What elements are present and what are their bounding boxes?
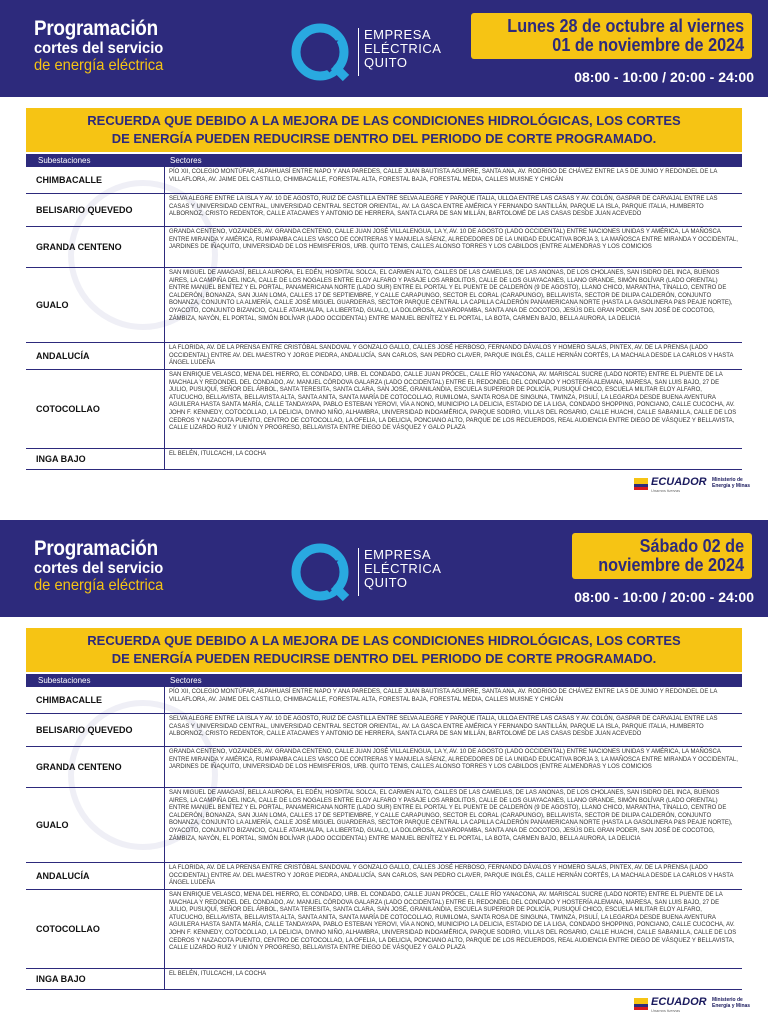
substation-name: BELISARIO QUEVEDO <box>26 714 165 746</box>
sectors-text: GRANDA CENTENO, VOZANDES, AV. GRANDA CENTENO, CALLE JUAN JOSÉ VILLALENGUA, LA Y, AV. 10 DE AGOSTO (LADO OCCIDENTAL) ENTRE NACIONES UNIDAS Y AMÉRICA, LA MAÑOSCA ENTRE MIRANDA Y AMÉRICA, RUMIPAMBA CALLES VASCO DE CONTRERAS Y MANUELA SÁENZ, ALREDEDORES DE LA UNIDAD EDUCATIVA BORJA 3, LA MAÑOSCA ENTRE MIRANDA Y OCCIDENTAL, JARDINES DE IÑAQUITO, UNIVERSIDAD DE LOS HEMISFERIOS, URB. QUITO TENIS, CALLES ALONSO TORRES Y LOS CABILDOS (ENTRE ALMENDRAS Y LOS COMICIOS <box>169 749 738 771</box>
title-line-2: cortes del servicio <box>34 560 164 577</box>
eeq-logo-icon <box>290 22 352 82</box>
col-header-substations: Subestaciones <box>38 156 91 165</box>
sectors-text: EL BELÉN, ITULCACHI, LA COCHA <box>169 451 267 457</box>
substation-name: ANDALUCÍA <box>26 863 165 889</box>
table-row <box>26 370 742 449</box>
schedule-block <box>0 0 768 502</box>
substation-name: GRANDA CENTENO <box>26 227 165 267</box>
sectors-text: SAN MIGUEL DE AMAGASÍ, BELLA AURORA, EL EDÉN, HOSPITAL SOLCA, EL CARMEN ALTO, CALLES DE LAS CAMELIAS, DE LAS ANONAS, DE LOS CHOLANES, SAN ISIDRO DEL INCA, BUENOS AIRES, LA CAMPIÑA DEL INCA, CALLE DE LOS NOGALES ENTRE ELOY ALFARO Y PASAJE LOS ARBOLITOS, CALLE DE LOS GUAYACANES, LLANO GRANDE, SIMÓN BOLÍVAR (LADO ORIENTAL) ENTRE MANUEL BENÍTEZ Y EL PORTAL, PANAMERICANA NORTE (LADO SUR) ENTRE EL PORTAL Y EL PUENTE DE CALDERÓN (9 DE AGOSTO), LLANO CHICO, MARANTHA, TINALLO, CENTRO DE CALDERÓN, BONANZA, SAN JUAN LOMA, CALLES 17 DE SEPTIEMBRE, Y CALLE CARAPUNGO, SECTOR EL CORAL (CARAPUNGO), BELLAVISTA, SECTOR DE DILIPA CALDERÓN, CONJUNTO BONANZA, CONJUNTO LA ALMERÍA, CALLE JOSÉ MIGUEL GUARDERAS, SECTOR PARQUE CENTRAL LA CAPILLA CALDERÓN PANAMERICANA NORTE (HASTA LA GASOLINERA P&S PEAJE NORTE), OYACOTO, CONJUNTO BIZANCIO, CALLE ATAHUALPA, LA LIBERTAD, GUALO, LA DOLOROSA, ALVAROPAMBA, SANTA ANA DE COCOTOG, JESÚS DEL GRAN PODER, SAN JOSÉ DE COCOTOG, ZÁMBIZA, NAYÓN, EL PORTAL, SIMÓN BOLÍVAR (LADO OCCIDENTAL) ENTRE MANUEL BENÍTEZ Y EL PORTAL, LA BOTA, CARMEN BAJO, BELLA AURORA, LA DELICIA <box>169 270 733 322</box>
substation-name: INGA BAJO <box>26 449 165 469</box>
sectors-text: PÍO XII, COLEGIO MONTÚFAR, ALPAHUASÍ ENTRE NAPO Y ANA PAREDES, CALLE JUAN BAUTISTA AGUIRRE, SANTA ANA, AV. RODRIGO DE CHÁVEZ ENTRE LA 5 DE JUNIO Y REDONDEL DE LA VILLAFLORA, AV. JAIME DEL CASTILLO, CHIMBACALLE, FORESTAL ALTA, FORESTAL BAJA, FORESTAL MEDIA, CALLES MUISNE Y CHICÁN <box>169 169 718 183</box>
substation-name: ANDALUCÍA <box>26 343 165 369</box>
sectors-text: SAN ENRIQUE VELASCO, MENA DEL HIERRO, EL CONDADO, URB. EL CONDADO, CALLE JUAN PRÓCEL, CALLE RÍO YANACONA, AV. MARISCAL SUCRE (LADO NORTE) ENTRE EL PUENTE DE LA MACHALA Y REDONDEL DEL CONDADO, AV. MANUEL CÓRDOVA GALARZA (LADO OCCIDENTAL) ENTRE EL REDONDEL DEL CONDADO Y HOSTERÍA ALEMANA, MARESA, SAN LUIS BAJO, 27 DE JULIO, PUSUQUÍ, SEÑOR DEL ÁRBOL, SANTA TERESITA, SANTA CLARA, SAN JOSÉ, GRANILANDIA, ESCUELA SUPERIOR DE POLICÍA, PUSUQUÍ CHICO, ESCUELA MILITAR ELOY ALFARO, ATUCUCHO, BELLAVISTA, BELLAVISTA ALTA, SANTA ANITA, SANTA MARÍA DE COTOCOLLAO, RUMILOMA, SANTA ROSA DE SINGUNA, TIWINZA, PISULÍ, LA LEGARDA DESDE BUENA AVENTURA AGUILERA HASTA SANTA MARÍA, CALLE TANDAYAPA, PABLO ESTEBAN YEROVI, VÍA A NONO, MUNICIPIO LA DELICIA, ESTADIO DE LA LIGA, CONDADO SHOPPING, PONCIANO, CALLE CUCOCHA, AV. JOHN F. KENNEDY, COTOCOLLAO, LA DELICIA, DIVINO NIÑO, ALHAMBRA, UNIVERSIDAD INDOAMÉRICA, PARQUE SODIRO, VILLAS DEL ROSARIO, CALLE HUACHI, CALLE SABANILLA, CALLE DE LOS CEDROS Y NAZACOTA PUENTO, CENTRO DE COTOCOLLAO, LA OFELIA, LA DELICIA, PONCIANO ALTO, PARQUE DE LOS RECUERDOS, REAL AUDIENCIA ENTRE DIEGO DE VÁSQUEZ Y BELLAVISTA, CALLE LIZARDO RUIZ Y UNIÓN Y PROGRESO, BELLAVISTA ENTRE DIEGO DE VÁSQUEZ Y GALO PLAZA <box>169 372 737 432</box>
table-header <box>26 154 742 167</box>
outage-table <box>26 674 742 990</box>
table-row <box>26 449 742 470</box>
outage-table <box>26 154 742 470</box>
table-header <box>26 674 742 687</box>
table-row <box>26 167 742 194</box>
table-row <box>26 788 742 863</box>
ecuador-ministry-logo: ECUADOR Unamos fuerzas Ministerio de Energía y Minas <box>634 474 754 494</box>
header-banner <box>0 0 768 97</box>
sectors-text: SAN ENRIQUE VELASCO, MENA DEL HIERRO, EL CONDADO, URB. EL CONDADO, CALLE JUAN PRÓCEL, CALLE RÍO YANACONA, AV. MARISCAL SUCRE (LADO NORTE) ENTRE EL PUENTE DE LA MACHALA Y REDONDEL DEL CONDADO, AV. MANUEL CÓRDOVA GALARZA (LADO OCCIDENTAL) ENTRE EL REDONDEL DEL CONDADO Y HOSTERÍA ALEMANA, MARESA, SAN LUIS BAJO, 27 DE JULIO, PUSUQUÍ, SEÑOR DEL ÁRBOL, SANTA TERESITA, SANTA CLARA, SAN JOSÉ, GRANILANDIA, ESCUELA SUPERIOR DE POLICÍA, PUSUQUÍ CHICO, ESCUELA MILITAR ELOY ALFARO, ATUCUCHO, BELLAVISTA, BELLAVISTA ALTA, SANTA ANITA, SANTA MARÍA DE COTOCOLLAO, RUMILOMA, SANTA ROSA DE SINGUNA, TIWINZA, PISULÍ, LA LEGARDA DESDE BUENA AVENTURA AGUILERA HASTA SANTA MARÍA, CALLE TANDAYAPA, PABLO ESTEBAN YEROVI, VÍA A NONO, MUNICIPIO LA DELICIA, ESTADIO DE LA LIGA, CONDADO SHOPPING, PONCIANO, CALLE CUCOCHA, AV. JOHN F. KENNEDY, COTOCOLLAO, LA DELICIA, DIVINO NIÑO, ALHAMBRA, UNIVERSIDAD INDOAMÉRICA, PARQUE SODIRO, VILLAS DEL ROSARIO, CALLE HUACHI, CALLE SABANILLA, CALLE DE LOS CEDROS Y NAZACOTA PUENTO, CENTRO DE COTOCOLLAO, LA OFELIA, LA DELICIA, PONCIANO ALTO, PARQUE DE LOS RECUERDOS, REAL AUDIENCIA ENTRE DIEGO DE VÁSQUEZ Y BELLAVISTA, CALLE LIZARDO RUIZ Y UNIÓN Y PROGRESO, BELLAVISTA ENTRE DIEGO DE VÁSQUEZ Y GALO PLAZA <box>169 892 737 952</box>
title-line-1: Programación <box>34 17 158 40</box>
table-row <box>26 890 742 969</box>
sectors-text: EL BELÉN, ITULCACHI, LA COCHA <box>169 971 267 977</box>
eeq-logo <box>290 542 470 602</box>
sectors-text: SELVA ALEGRE ENTRE LA ISLA Y AV. 10 DE AGOSTO, RUIZ DE CASTILLA ENTRE SELVA ALEGRE Y PARQUE ITALIA, ULLOA ENTRE LAS CASAS Y AV. COLÓN, GASPAR DE CARVAJAL ENTRE LAS CASAS Y UNIVERSIDAD CENTRAL, UNIVERSIDAD CENTRAL SECTOR ORIENTAL, AV. LA GASCA ENTRE AMÉRICA Y FERNANDO SANTILLÁN, PARQUE LA ISLA, PARQUE ITALIA, HUMBERTO ALBORNOZ, CRISTO REDENTOR, CALLE ATACAMES Y ANTONIO DE HERRERA, SANTA CLARA DE SAN MILLÁN, BARTOLOMÉ DE LAS CASAS DESDE JUAN ACEVEDO <box>169 716 718 738</box>
eeq-logo <box>290 22 470 82</box>
ecuador-ministry-logo: ECUADOR Unamos fuerzas Ministerio de Energía y Minas <box>634 994 754 1014</box>
hours-label: 08:00 - 10:00 / 20:00 - 24:00 <box>574 589 754 605</box>
title-line-3: de energía eléctrica <box>34 577 164 594</box>
hours-label: 08:00 - 10:00 / 20:00 - 24:00 <box>574 69 754 85</box>
table-row <box>26 343 742 370</box>
substation-name: GUALO <box>26 268 165 342</box>
ecuador-flag-icon <box>634 998 648 1010</box>
table-row <box>26 687 742 714</box>
table-row <box>26 863 742 890</box>
sectors-text: PÍO XII, COLEGIO MONTÚFAR, ALPAHUASÍ ENTRE NAPO Y ANA PAREDES, CALLE JUAN BAUTISTA AGUIRRE, SANTA ANA, AV. RODRIGO DE CHÁVEZ ENTRE LA 5 DE JUNIO Y REDONDEL DE LA VILLAFLORA, AV. JAIME DEL CASTILLO, CHIMBACALLE, FORESTAL ALTA, FORESTAL BAJA, FORESTAL MEDIA, CALLES MUISNE Y CHICÁN <box>169 689 718 703</box>
col-header-substations: Subestaciones <box>38 676 91 685</box>
sectors-text: SELVA ALEGRE ENTRE LA ISLA Y AV. 10 DE AGOSTO, RUIZ DE CASTILLA ENTRE SELVA ALEGRE Y PARQUE ITALIA, ULLOA ENTRE LAS CASAS Y AV. COLÓN, GASPAR DE CARVAJAL ENTRE LAS CASAS Y UNIVERSIDAD CENTRAL, UNIVERSIDAD CENTRAL SECTOR ORIENTAL, AV. LA GASCA ENTRE AMÉRICA Y FERNANDO SANTILLÁN, PARQUE LA ISLA, PARQUE ITALIA, HUMBERTO ALBORNOZ, CRISTO REDENTOR, CALLE ATACAMES Y ANTONIO DE HERRERA, SANTA CLARA DE SAN MILLÁN, BARTOLOMÉ DE LAS CASAS DESDE JUAN ACEVEDO <box>169 196 718 218</box>
title-line-2: cortes del servicio <box>34 40 164 57</box>
table-row <box>26 714 742 747</box>
title-line-1: Programación <box>34 537 158 560</box>
sectors-text: SAN MIGUEL DE AMAGASÍ, BELLA AURORA, EL EDÉN, HOSPITAL SOLCA, EL CARMEN ALTO, CALLES DE LAS CAMELIAS, DE LAS ANONAS, DE LOS CHOLANES, SAN ISIDRO DEL INCA, BUENOS AIRES, LA CAMPIÑA DEL INCA, CALLE DE LOS NOGALES ENTRE ELOY ALFARO Y PASAJE LOS ARBOLITOS, CALLE DE LOS GUAYACANES, LLANO GRANDE, SIMÓN BOLÍVAR (LADO ORIENTAL) ENTRE MANUEL BENÍTEZ Y EL PORTAL, PANAMERICANA NORTE (LADO SUR) ENTRE EL PORTAL Y EL PUENTE DE CALDERÓN (9 DE AGOSTO), LLANO CHICO, MARANTHA, TINALLO, CENTRO DE CALDERÓN, BONANZA, SAN JUAN LOMA, CALLES 17 DE SEPTIEMBRE, Y CALLE CARAPUNGO, SECTOR EL CORAL (CARAPUNGO), BELLAVISTA, SECTOR DE DILIPA CALDERÓN, CONJUNTO BONANZA, CONJUNTO LA ALMERÍA, CALLE JOSÉ MIGUEL GUARDERAS, SECTOR PARQUE CENTRAL LA CAPILLA CALDERÓN PANAMERICANA NORTE (HASTA LA GASOLINERA P&S PEAJE NORTE), OYACOTO, CONJUNTO BIZANCIO, CALLE ATAHUALPA, LA LIBERTAD, GUALO, LA DOLOROSA, ALVAROPAMBA, SANTA ANA DE COCOTOG, JESÚS DEL GRAN PODER, SAN JOSÉ DE COCOTOG, ZÁMBIZA, NAYÓN, EL PORTAL, SIMÓN BOLÍVAR (LADO OCCIDENTAL) ENTRE MANUEL BENÍTEZ Y EL PORTAL, LA BOTA, CARMEN BAJO, BELLA AURORA, LA DELICIA <box>169 790 733 842</box>
col-header-sectors: Sectores <box>170 156 202 165</box>
substation-name: CHIMBACALLE <box>26 687 165 713</box>
header-title <box>34 18 175 74</box>
notice-banner: RECUERDA QUE DEBIDO A LA MEJORA DE LAS CONDICIONES HIDROLÓGICAS, LOS CORTES DE ENERGÍA PUEDEN REDUCIRSE DENTRO DEL PERIODO DE CORTE PROGRAMADO. <box>26 108 742 152</box>
substation-name: INGA BAJO <box>26 969 165 989</box>
substation-name: GUALO <box>26 788 165 862</box>
table-row <box>26 969 742 990</box>
sectors-text: GRANDA CENTENO, VOZANDES, AV. GRANDA CENTENO, CALLE JUAN JOSÉ VILLALENGUA, LA Y, AV. 10 DE AGOSTO (LADO OCCIDENTAL) ENTRE NACIONES UNIDAS Y AMÉRICA, LA MAÑOSCA ENTRE MIRANDA Y AMÉRICA, RUMIPAMBA CALLES VASCO DE CONTRERAS Y MANUELA SÁENZ, ALREDEDORES DE LA UNIDAD EDUCATIVA BORJA 3, LA MAÑOSCA ENTRE MIRANDA Y OCCIDENTAL, JARDINES DE IÑAQUITO, UNIVERSIDAD DE LOS HEMISFERIOS, URB. QUITO TENIS, CALLES ALONSO TORRES Y LOS CABILDOS (ENTRE ALMENDRAS Y LOS COMICIOS <box>169 229 738 251</box>
substation-name: COTOCOLLAO <box>26 890 165 968</box>
sectors-text: LA FLORIDA, AV. DE LA PRENSA ENTRE CRISTÓBAL SANDOVAL Y GONZALO GALLO, CALLES JOSÉ HERBOSO, FERNANDO DÁVALOS Y HOMERO SALAS, PINTEX, AV. DE LA PRENSA (LADO OCCIDENTAL) ENTRE AV. DEL MAESTRO Y JORGE PIEDRA, ANDALUCÍA, SAN CARLOS, SAN PEDRO CLAVER, PARQUE INGLÉS, CALLE HERNÁN CORTÉS, LA MACHALA DESDE LA CARLOS V HASTA ÁNGEL LUDEÑA <box>169 865 734 887</box>
date-range-badge: Sábado 02 de noviembre de 2024 <box>572 533 752 579</box>
table-row <box>26 194 742 227</box>
title-line-3: de energía eléctrica <box>34 57 164 74</box>
substation-name: COTOCOLLAO <box>26 370 165 448</box>
substation-name: CHIMBACALLE <box>26 167 165 193</box>
table-row <box>26 227 742 268</box>
eeq-logo-text: EMPRESA ELÉCTRICA QUITO <box>364 27 442 70</box>
notice-banner: RECUERDA QUE DEBIDO A LA MEJORA DE LAS CONDICIONES HIDROLÓGICAS, LOS CORTES DE ENERGÍA PUEDEN REDUCIRSE DENTRO DEL PERIODO DE CORTE PROGRAMADO. <box>26 628 742 672</box>
table-row <box>26 747 742 788</box>
ecuador-flag-icon <box>634 478 648 490</box>
schedule-block <box>0 520 768 1024</box>
sectors-text: LA FLORIDA, AV. DE LA PRENSA ENTRE CRISTÓBAL SANDOVAL Y GONZALO GALLO, CALLES JOSÉ HERBOSO, FERNANDO DÁVALOS Y HOMERO SALAS, PINTEX, AV. DE LA PRENSA (LADO OCCIDENTAL) ENTRE AV. DEL MAESTRO Y JORGE PIEDRA, ANDALUCÍA, SAN CARLOS, SAN PEDRO CLAVER, PARQUE INGLÉS, CALLE HERNÁN CORTÉS, LA MACHALA DESDE LA CARLOS V HASTA ÁNGEL LUDEÑA <box>169 345 734 367</box>
table-row <box>26 268 742 343</box>
col-header-sectors: Sectores <box>170 676 202 685</box>
header-banner <box>0 520 768 617</box>
substation-name: GRANDA CENTENO <box>26 747 165 787</box>
date-range-badge: Lunes 28 de octubre al viernes 01 de noviembre de 2024 <box>471 13 752 59</box>
substation-name: BELISARIO QUEVEDO <box>26 194 165 226</box>
eeq-logo-icon <box>290 542 352 602</box>
header-title <box>34 538 175 594</box>
eeq-logo-text: EMPRESA ELÉCTRICA QUITO <box>364 547 442 590</box>
